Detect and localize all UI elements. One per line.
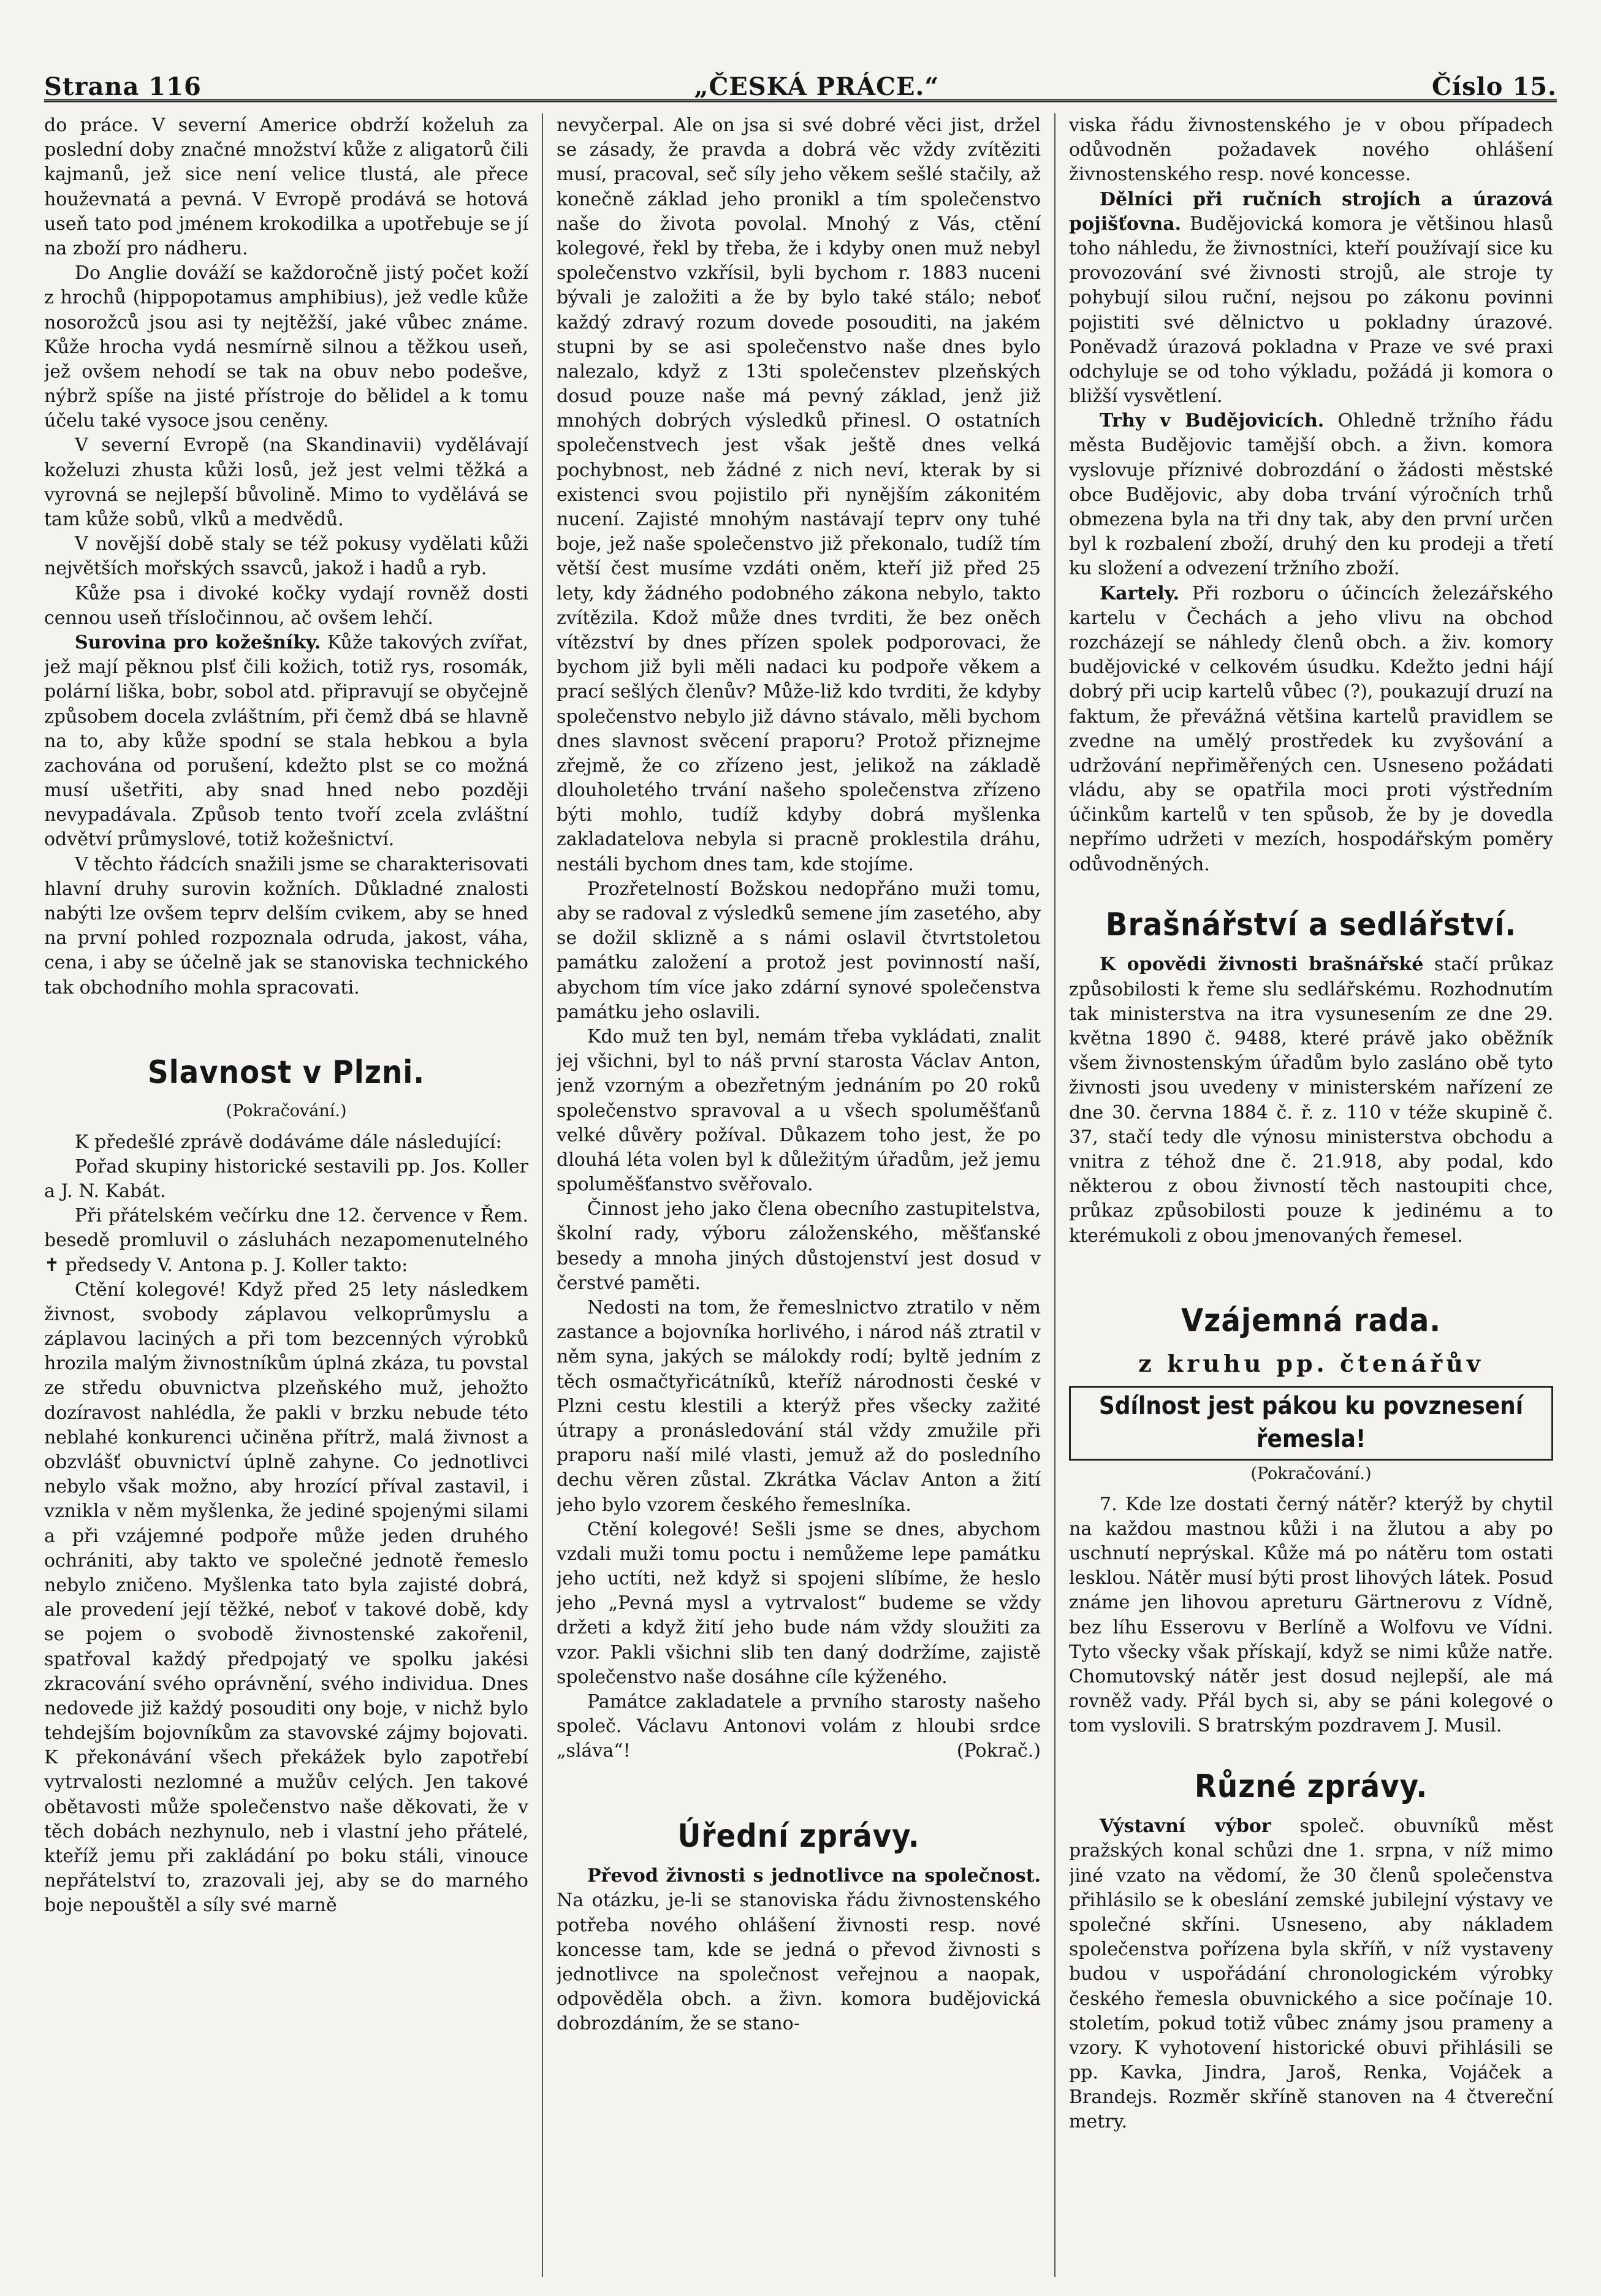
page-header xyxy=(44,58,1557,101)
journal-title: „ČESKÁ PRÁCE.“ xyxy=(694,72,940,101)
section-subheading: (Pokračování.) xyxy=(1250,1464,1372,1483)
page-number: Strana 116 xyxy=(44,72,202,101)
paragraph-text: stačí průkaz způsobilosti k řeme slu sedlářskému. Rozhodnutím tak ministerstva na itra vysunesením ze dne 29. května 1890 č. 9488, které právě jako oběžník všem živnostenským úřadům bylo zasláno obě tyto živnosti jsou uvedeny v ministerském nařízení ze dne 30. června 1884 č. ř. z. 110 v téže skupině č. 37, stačí tedy dle výnosu ministerstva obchodu a vnitra z téhož dne č. 21.918, aby podal, kdo některou z obou živností těch nastoupiti chce, průkaz způsobilosti pouze k jedinému a to kterémukoli z obou jmenovaných řemesel. xyxy=(1069,954,1553,1247)
paragraph-text: Kůže takových zvířat, jež mají pěknou plsť čili kožich, totiž rys, rosomák, polární liška, bobr, sobol atd. připravují se obyčejně způsobem docela zvláštním, při čemž dbá se hlavně na to, aby kůže spodní se stala hebkou a byla zachována od porušení, kdežto plst se co možná musí ušetřiti, aby snad hned nebo později nevypadávala. Způsob tento tvoří zcela zvláštní odvětví průmyslové, totiž kožešnictví. xyxy=(44,631,528,851)
section-heading: Vzájemná rada. xyxy=(1181,1302,1442,1339)
paragraph: Prozřetelností Božskou nedopřáno muži tomu, aby se radoval z výsledků semene jím zasetého, aby se dožil sklizně a s námi oslavil čtvrtstoletou památku založení a protož jest povinností naší, abychom tím více jako zdární synové společenstva památku jeho oslavili. xyxy=(557,878,1041,1023)
paragraph: Kůže psa i divoké kočky vydají rovněž dosti cennou useň třísločinnou, ač ovšem lehčí. xyxy=(44,582,528,629)
section-heading: Slavnost v Plzni. xyxy=(147,1054,425,1091)
paragraph: Do Anglie dováží se každoročně jistý počet koží z hrochů (hippopotamus amphibius), jež vedle kůže nosorožců jsou asi ty nejtěžší, jaké vůbec známe. Kůže hrocha vydá nesmírně silnou a těžkou useň, jež ovšem nehodí se tak na obuv nebo podešve, nýbrž spíše na jisté přístroje do bělidel a k tomu účelu také vysoce jsou ceněny. xyxy=(44,262,528,432)
section-subheading: (Pokračování.) xyxy=(226,1101,347,1121)
paragraph: do práce. V severní Americe obdrží koželuh za poslední doby značné množství kůže z aligatorů čili kajmanů, jež sice není velice tlustá, ale přece houževnatá a pevná. V Evropě prodává se hotová useň tato pod jménem krokodilka a upotřebuje se jí na zboží pro nádheru. xyxy=(44,115,528,259)
section-heading: Úřední zprávy. xyxy=(677,1817,920,1855)
paragraph xyxy=(557,1864,1041,2036)
paragraph-text: Památce zakladatele a prvního starosty našeho společ. Václavu Antonovi volám z hloubi srdce „sláva“! xyxy=(557,1691,1041,1762)
run-in-heading: Převod živnosti s jednotlivce na společnost. xyxy=(587,1865,1041,1887)
column-divider-2 xyxy=(1054,113,1055,2277)
paragraph-text: Na otázku, je-li se stanoviska řádu živnostenského potřeba nového ohlášení živnosti resp. nové koncesse tam, kde se jedná o převod živnosti s jednotlivce na společnost veřejnou a naopak, odpověděla obch. a živn. komora budějovická dobrozdáním, že se stano- xyxy=(557,1890,1041,2035)
issue-number: Číslo 15. xyxy=(1432,72,1557,101)
paragraph xyxy=(1069,952,1553,1248)
paragraph: 7. Kde lze dostati černý nátěr? kterýž by chytil na každou mastnou kůži i na žlutou a aby po uschnutí neprýskal. Kůže má po nátěru tom ostati lesklou. Nátěr musí býti prost lihových látek. Posud známe jen lihovou apreturu Gärtnerovu z Vídně, bez líhu Esserovu v Berlíně a Wolfovu ve Vídni. Tyto všecky však přískají, když se nimi kůže natře. Chomutovský nátěr jest dosud nejlepší, ale má rovněž vady. Přál bych si, aby se páni kolegové o tom vyslovili. S bratrským pozdravem J. Musil. xyxy=(1069,1493,1553,1737)
paragraph: Kdo muž ten byl, nemám třeba vykládati, znalit jej všichni, byl to náš první starosta Václav Anton, jenž vzorným a obezřetným jednáním po 20 roků společenstvo spravoval a u všech spoluměšťanů velké důvěry požíval. Důkazem toho jest, že po dlouhá léta volen byl k důležitým úřadům, jež jemu spoluměšťanstvo svěřovalo. xyxy=(557,1025,1041,1196)
run-in-heading: Trhy v Budějovicích. xyxy=(1100,410,1325,432)
column-2 xyxy=(557,113,1041,2277)
run-in-heading: K opovědi živnosti brašnářské xyxy=(1100,954,1424,976)
paragraph-text: společ. obuvníků měst pražských konal schůzi dne 1. srpna, v níž mimo jiné vzato na vědomí, že 30 členů společenstva přihlásilo se k obeslání zemské jubilejní výstavy ve společné skříni. Usneseno, aby nákladem společenstva pořízena byla skříň, v níž vystaveny budou v uspořádání chronologickém výrobky českého řemesla obuvnického a sice počínaje 10. stoletím, pokud totiž vůbec známy jsou prameny a vzory. K vyhotovení historické obuvi přihlásili se pp. Kavka, Jindra, Jaroš, Renka, Vojáček a Brandejs. Rozměr skříně stanoven na 4 čtvereční metry. xyxy=(1069,1815,1553,2133)
spacer xyxy=(1069,1249,1553,1273)
spacer xyxy=(557,1764,1041,1789)
motto-box: Sdílnost jest pákou ku povznesení řemesla! xyxy=(1069,1386,1553,1460)
header-rule xyxy=(44,99,1557,102)
paragraph: viska řádu živnostenského je v obou případech odůvodněn požadavek nového ohlášení živnostenského resp. nové koncesse. xyxy=(1069,115,1553,186)
paragraph: nevyčerpal. Ale on jsa si své dobré věci jist, držel se zásady, že pravda a dobrá věc vždy zvítěziti musí, pracoval, seč síly jeho věkem sešlé stačily, až konečně základ jeho pronikl a tím společenstvo naše do života povolal. Mnohý z Vás, ctění kolegové, řekl by třeba, že i kdyby onen muž nebyl společenstvo vzkřísil, byli bychom r. 1883 nuceni bývali je založiti a že by bylo také stálo; neboť každý zdravý rozum dovede posouditi, na jakém stupni by se asi společenstvo naše dnes bylo nalezalo, když z 13ti společenstev plzeňských dosud pouze naše má pevný základ, jenž již mnohých dobrých výsledků přinesl. O ostatních společenstvech jest však ještě dnes velká pochybnost, neb žádné z nich neví, kterak by si existenci svou pojistilo při nynějším zákonitém nucení. Zajisté mnohým nastávají teprv ony tuhé boje, jež naše společenstvo již překonalo, tudíž tím větší čest musíme vzdáti oněm, kteří již před 25 lety, kdy žádného podobného zákona nebylo, takto zvítězila. Kdož může dnes tvrditi, že bez oněch vítězství by dnes přízen spolek podporovaci, že bychom již byli měli nadaci ku podpoře věkem a prací sešlých členův? Může-liž kdo tvrditi, že kdyby společenstvo nebylo již dávno stávalo, měli bychom dnes slavnost svěcení praporu? Protož přiznejme zřejmě, že co zřízeno jest, jelikož na základě dlouholetého trvání našeho společenstva zřízeno býti mohlo, tudíž kdyby dobrá myšlenka zakladatelova nebyla si pracně proklestila dráhu, nestáli bychom dnes tam, kde stojíme. xyxy=(557,115,1041,875)
spacer xyxy=(44,1000,528,1025)
column-divider-1 xyxy=(542,113,543,2277)
paragraph: Při přátelském večírku dne 12. července v Řem. besedě promluvil o zásluhách nezapomenutelného ✝ předsedy V. Antona p. J. Koller takto: xyxy=(44,1205,528,1276)
paragraph: V těchto řádcích snažili jsme se charakterisovati hlavní druhy surovin kožních. Důkladné znalosti nabýti lze ovšem teprv delším cvikem, aby se hned na první pohled rozpoznala odruda, jakost, váha, cena, i aby se účelně jak se stanoviska technického tak obchodního mohla spracovati. xyxy=(44,853,528,998)
paragraph: Pořad skupiny historické sestavili pp. Jos. Koller a J. N. Kabát. xyxy=(44,1155,528,1202)
paragraph: V severní Evropě (na Skandinavii) vydělávají koželuzi zhusta kůži losů, jež jest velmi těžká a vyrovná se nejlepší bůvolině. Mimo to vydělává se tam kůže sobů, vlků a medvědů. xyxy=(44,435,528,530)
paragraph xyxy=(1069,409,1553,581)
run-in-heading: Surovina pro kožešníky. xyxy=(75,631,321,653)
section-byline: z kruhu pp. čtenářův xyxy=(1138,1350,1484,1378)
run-in-heading: Kartely. xyxy=(1100,582,1180,604)
run-in-heading: Dělníci při ručních strojích a úrazová pojišťovna. xyxy=(1069,188,1553,235)
paragraph: V novější době staly se též pokusy vydělati kůži největších mořských ssavců, jakož i hadů a ryb. xyxy=(44,533,528,580)
paragraph: Ctění kolegové! Sešli jsme se dnes, abychom vzdali muži tomu poctu i nemůžeme lepe památku jeho uctíti, než když si spojeni slíbíme, že heslo jeho „Pevná mysl a vytrvalost“ budeme se vždy držeti a když žití jeho bude nám vždy sloužiti za vzor. Pakli všichni slib ten daný dodržíme, zajistě společenstvo naše dosáhne cíle kýženého. xyxy=(557,1518,1041,1688)
column-3 xyxy=(1069,113,1553,2277)
paragraph xyxy=(1069,582,1553,877)
paragraph: Ctění kolegové! Když před 25 lety následkem živnost, svobody záplavou velkoprůmyslu a záplavou laciných a při tom bezcenných výrobků hrozila malým živnostníkům úplná zkáza, tu povstal ze středu obuvnictva plzeňského muž, jehožto dozíravost nahlédla, že pakli v brzku nebude této neblahé konkurenci učiněna přítrž, malá živnost a obzvlášť obuvnictví úplně zahyne. Co jednotlivci nebylo však možno, aby hrozící příval zastavil, i vznikla v něm myšlenka, že jediné spojenými silami a při vzájemné podpoře může jeden druhého ochrániti, aby takto ve společné jednotě řemeslo nebylo zničeno. Myšlenka tato byla zajisté dobrá, ale provedení její těžké, neboť v takové době, kdy se pojem o svobodě živnostenské zakořenil, spatřoval každý předpojatý ve spolku jakési zkracování svého oprávnění, svého individua. Dnes nedovede již každý posouditi ony boje, v nichž bylo tehdejším bojovníkům za stavovské zájmy bojovati. K překonávání všech překážek bylo zapotřebí vytrvalosti nezlomné a mužův celých. Jen takové obětavosti může společenstvo naše děkovati, že v těch dobách nezhynulo, neb i vlastní jeho přátelé, kteříž jemu při zakládání po boku stáli, vinouce nepřátelství to, zrazovali jej, aby se do marného boje nepouštěl a síly své marně xyxy=(44,1279,528,1917)
section-heading: Brašnářství a sedlářství. xyxy=(1105,906,1517,943)
paragraph xyxy=(1069,188,1553,409)
paragraph xyxy=(44,631,528,853)
paragraph: Činnost jeho jako člena obecního zastupitelstva, školní rady, výboru záloženského, měšťanské besedy a mnoha jiných důstojenství jest dosud v čerstvé paměti. xyxy=(557,1198,1041,1294)
paragraph xyxy=(1069,1814,1553,2134)
continued-note: (Pokrač.) xyxy=(956,1740,1041,1762)
section-heading: Různé zprávy. xyxy=(1194,1768,1428,1805)
run-in-heading: Výstavní výbor xyxy=(1100,1815,1271,1838)
column-1 xyxy=(44,113,528,2277)
paragraph: Nedosti na tom, že řemeslnictvo ztratilo v něm zastance a bojovníka horlivého, i národ náš ztratil v něm syna, jakých se málokdy rodí; byltě jedním z těch osmačtyřicátníků, kteříž národnosti české v Plzni cestu klestili a kterýž přes všecky zažité útrapy a pronásledování stál vždy zmužile při praporu naší milé vlasti, jemuž až do posledního dechu věren zůstal. Zkrátka Václav Anton a žití jeho bylo vzorem českého řemeslníka. xyxy=(557,1297,1041,1516)
paragraph-text: Budějovická komora je většinou hlasů toho náhledu, že živnostníci, kteří používají sice ku provozování své živnosti strojů, ale stroje ty pohybují silou ruční, nejsou po zákonu povinni pojistiti své dělnictvo u pokladny úrazové. Poněvadž úrazová pokladna v Praze ve své praxi odchyluje se od toho výkladu, požádá ji komora o bližší vysvětlení. xyxy=(1069,213,1553,408)
paragraph: K předešlé zprávě dodáváme dále následující: xyxy=(75,1131,502,1153)
paragraph-text: Ohledně tržního řádu města Budějovic tamější obch. a živn. komora vyslovuje příznivé dobrozdání o žádosti městské obce Budějovic, aby doba trvání výročních trhů obmezena byla na tři dny tak, aby den první určen byl k rozbalení zboží, druhý den ku prodeji a třetí ku složení a odvezení tržního zboží. xyxy=(1069,410,1553,580)
paragraph xyxy=(557,1690,1041,1764)
paragraph-text: Při rozboru o účincích železářského kartelu v Čechách a jeho vlivu na obchod rozcházejí se náhledy členů obch. a živ. komory budějovické v celkovém úsudku. Kdežto jedni hájí dobrý při ucip kartelů vůbec (?), poukazují druzí na faktum, že převážná většina kartelů pravidlem se zvedne na umělý prostředek ku zvyšování a udržování nepřiměřených cen. Usneseno požádati vládu, aby se opatřila moci proti výstředním účinkům kartelů v ten spůsob, že by je dovedla nepřímo udržeti v mezích, hospodářským poměry odůvodněných. xyxy=(1069,582,1553,875)
